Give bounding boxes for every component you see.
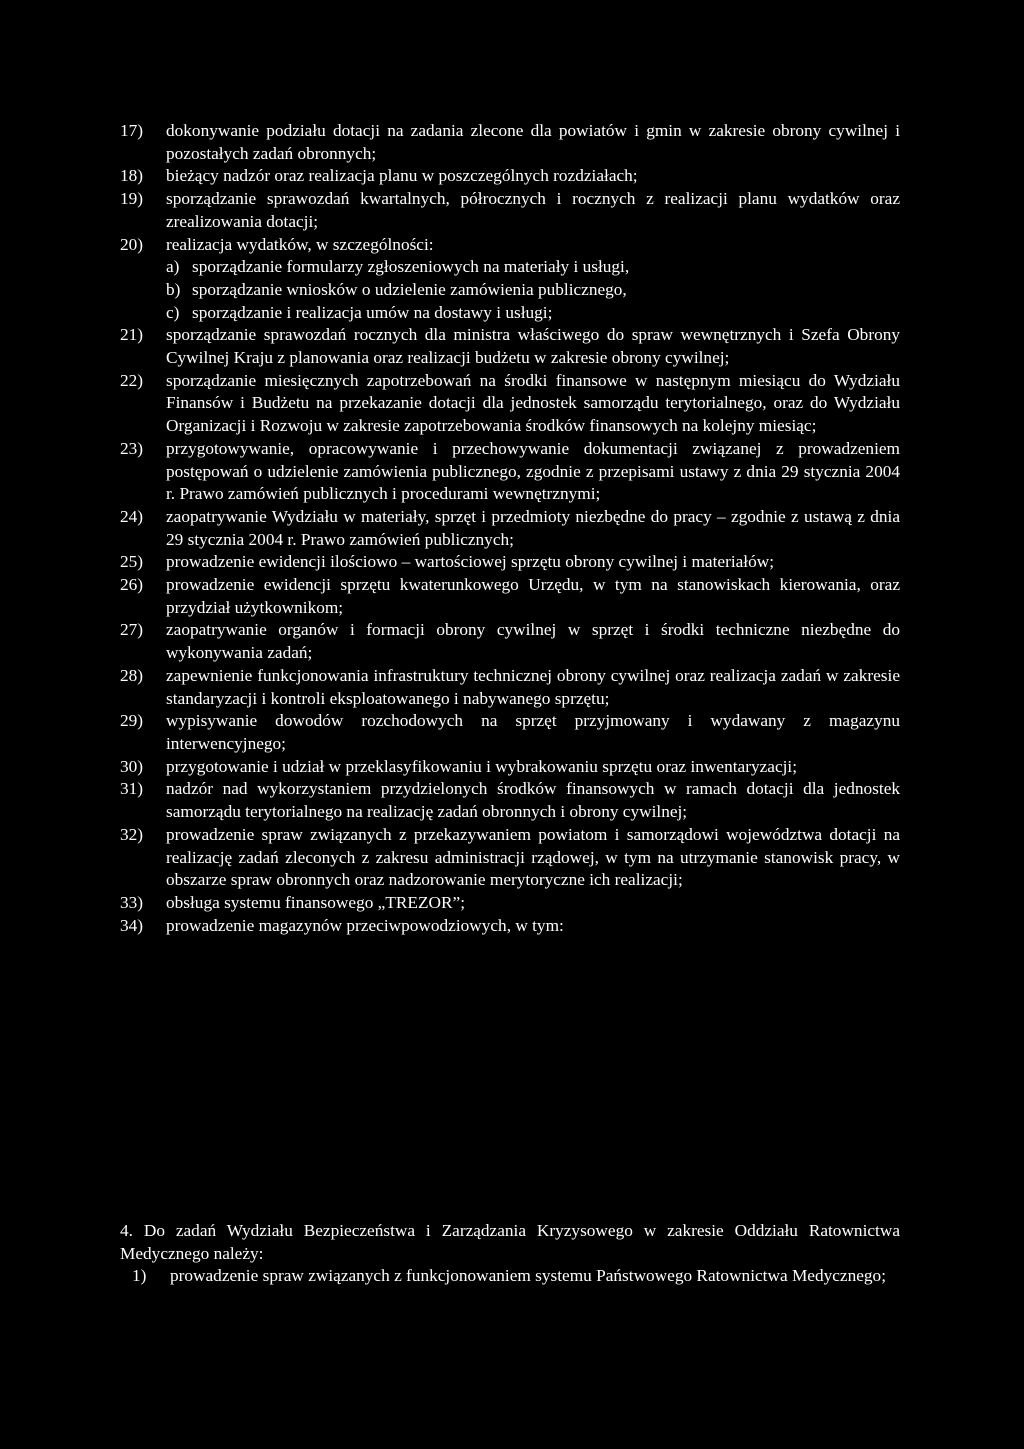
list-item [120,915,900,938]
item-number: 29) [120,711,144,731]
item-text: nadzór nad wykorzystaniem przydzielonych środków finansowych w ramach dotacji dla jednostek samorządu terytorialnego na realizację zadań obronnych i obrony cywilnej; [166,779,900,822]
list-item [120,438,900,506]
item-text: sporządzanie sprawozdań rocznych dla ministra właściwego do spraw wewnętrznych i Szefa Obrony Cywilnej Kraju z planowania oraz realizacji budżetu w zakresie obrony cywilnej; [166,325,900,368]
item-number: 23) [120,438,144,458]
list-item [120,710,900,755]
sub-item-letter: c) [166,302,180,322]
list-item [120,506,900,551]
item-text: prowadzenie spraw związanych z funkcjonowaniem systemu Państwowego Ratownictwa Medycznego; [170,1266,886,1286]
list-item [120,188,900,233]
item-text: zaopatrywanie Wydziału w materiały, sprzęt i przedmioty niezbędne do pracy – zgodnie z ustawą z dnia 29 stycznia 2004 r. Prawo zamówień publicznych; [166,506,900,549]
sub-list [166,256,900,324]
list-item [120,756,900,779]
item-text: prowadzenie spraw związanych z przekazywaniem powiatom i samorządowi województwa dotacji na realizację zadań zleconych z zakresu administracji rządowej, w tym na utrzymanie stanowisk pracy, w obszarze spraw obronnych oraz nadzorowanie merytoryczne ich realizacji; [166,824,900,890]
list-item [120,551,900,574]
item-number: 25) [120,552,144,572]
item-text: przygotowanie i udział w przeklasyfikowaniu i wybrakowaniu sprzętu oraz inwentaryzacji; [166,756,798,776]
sub-list-item [166,256,900,279]
item-text: bieżący nadzór oraz realizacja planu w poszczególnych rozdziałach; [166,166,638,186]
list-item [120,574,900,619]
list-item [120,824,900,892]
list-item [120,324,900,369]
sub-item-letter: b) [166,279,181,299]
item-text: prowadzenie ewidencji ilościowo – wartościowej sprzętu obrony cywilnej i materiałów; [166,552,775,572]
item-number: 21) [120,325,144,345]
sub-list-item [166,279,900,302]
item-text: przygotowywanie, opracowywanie i przechowywanie dokumentacji związanej z prowadzeniem postępowań o udzielenie zamówienia publicznego, zgodnie z przepisami ustawy z dnia 29 stycznia 2004 r. Prawo zamówień publicznych i procedurami wewnętrznymi; [166,438,900,504]
item-text: obsługa systemu finansowego „TREZOR”; [166,892,466,912]
item-number: 24) [120,506,144,526]
list-item [120,120,900,165]
item-number: 34) [120,915,144,935]
item-text: prowadzenie magazynów przeciwpowodziowych, w tym: [166,915,564,935]
item-number: 20) [120,234,144,254]
section-intro: 4. Do zadań Wydziału Bezpieczeństwa i Zarządzania Kryzysowego w zakresie Oddziału Ratownictwa Medycznego należy: [120,1221,900,1263]
item-number: 1) [132,1266,147,1286]
list-item [120,619,900,664]
list-item [120,165,900,188]
sub-item-text: sporządzanie formularzy zgłoszeniowych na materiały i usługi, [192,257,630,277]
sub-item-text: sporządzanie i realizacja umów na dostawy i usługi; [192,302,553,322]
list-item [120,234,900,325]
item-text: zapewnienie funkcjonowania infrastruktury technicznej obrony cywilnej oraz realizacja zadań w zakresie standaryzacji i kontroli eksploatowanego i nabywanego sprzętu; [166,665,900,708]
item-text: realizacja wydatków, w szczególności: [166,234,434,254]
sub-list-item [166,302,900,325]
item-text: dokonywanie podziału dotacji na zadania zlecone dla powiatów i gmin w zakresie obrony cywilnej i pozostałych zadań obronnych; [166,121,900,163]
item-number: 22) [120,370,144,390]
list-item [120,665,900,710]
item-text: prowadzenie ewidencji sprzętu kwaterunkowego Urzędu, w tym na stanowiskach kierowania, oraz przydział użytkownikom; [166,575,900,617]
item-number: 17) [120,121,144,140]
item-text: sporządzanie miesięcznych zapotrzebowań na środki finansowe w następnym miesiącu do Wydziału Finansów i Budżetu na przekazanie dotacji dla jednostek samorządu terytorialnego, oraz do Wydziału Organizacji i Rozwoju w zakresie zapotrzebowania środków finansowych na kolejny miesiąc; [166,370,900,436]
list-item [120,778,900,823]
item-number: 19) [120,189,144,209]
item-number: 26) [120,575,144,595]
list-item [120,370,900,438]
item-number: 32) [120,824,144,844]
item-text: wypisywanie dowodów rozchodowych na sprzęt przyjmowany i wydawany z magazynu interwencyjnego; [166,711,900,753]
section-4 [120,1220,900,1288]
list-item [120,892,900,915]
item-number: 28) [120,665,144,685]
item-number: 27) [120,620,144,640]
sub-item-text: sporządzanie wniosków o udzielenie zamówienia publicznego, [192,279,627,299]
item-text: sporządzanie sprawozdań kwartalnych, półrocznych i rocznych z realizacji planu wydatków oraz zrealizowania dotacji; [166,189,900,231]
item-number: 30) [120,756,144,776]
item-number: 31) [120,779,144,799]
item-number: 18) [120,166,144,186]
section-4-list [120,1265,900,1288]
item-text: zaopatrywanie organów i formacji obrony cywilnej w sprzęt i środki techniczne niezbędne do wykonywania zadań; [166,620,900,663]
list-item [120,1265,900,1288]
task-list [120,120,900,937]
sub-item-letter: a) [166,257,180,277]
item-number: 33) [120,892,144,912]
